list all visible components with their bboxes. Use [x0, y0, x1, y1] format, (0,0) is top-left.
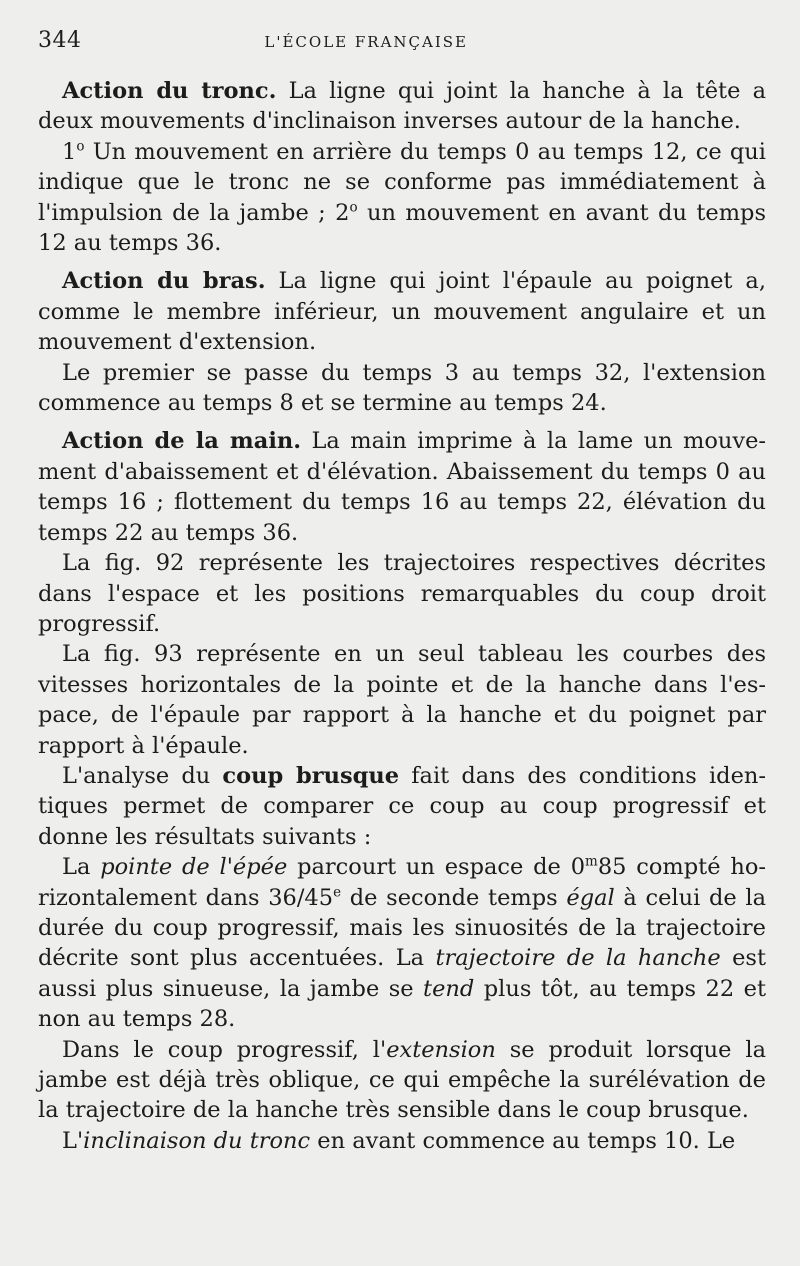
- paragraph-fig-92: La fig. 92 représente les trajectoires respectives décrites dans l'espace et les positions remarquables du coup droit progressif.: [38, 550, 766, 637]
- paragraph-text: La ligne qui joint l'épaule au poignet a, comme le membre inférieur, un mouvement angulaire et un mouvement d'extension.: [38, 268, 766, 356]
- ordinal-number: 1: [62, 138, 77, 165]
- page-header: [38, 28, 766, 68]
- italic-term: extension: [386, 1036, 496, 1063]
- paragraph-text: en avant commence au temps 10. Le: [310, 1127, 736, 1154]
- paragraph-text: fait dans des conditions identiques permet de comparer ce coup au coup progressif et donne les résultats suivants :: [38, 762, 767, 850]
- running-title: L'ÉCOLE FRANÇAISE: [264, 33, 468, 51]
- heading-action-tronc: Action du tronc.: [62, 78, 277, 104]
- paragraph-action-tronc: [38, 76, 766, 137]
- italic-term: égal: [566, 884, 615, 911]
- fraction-sup: e: [333, 884, 342, 901]
- ordinal-sup: o: [349, 199, 358, 216]
- paragraph-text: de seconde temps: [341, 884, 567, 911]
- italic-term: tend: [423, 975, 475, 1002]
- body-text: [38, 76, 766, 1156]
- paragraph-text: Un mouvement en arrière du temps 0 au temps 12, ce qui indique que le tronc ne se conforme pas immédiatement à l'impulsion de la jambe ;: [38, 138, 766, 226]
- paragraph-inclinaison: [38, 1126, 766, 1156]
- paragraph-text: un mouvement en avant du temps 12 au temps 36.: [38, 199, 766, 257]
- italic-term: pointe de l'épée: [100, 854, 288, 881]
- bold-term: coup brusque: [222, 762, 400, 789]
- paragraph-text: parcourt un espace de 0: [287, 854, 586, 881]
- paragraph-text: se produit lorsque la jambe est déjà très oblique, ce qui empêche la surélévation de la trajectoire de la hanche très sensible dans le coup brusque.: [38, 1036, 766, 1124]
- heading-action-main: Action de la main.: [62, 428, 302, 455]
- paragraph-text: L': [62, 1127, 84, 1154]
- paragraph-pointe: [38, 852, 766, 1034]
- paragraph-premier: Le premier se passe du temps 3 au temps 32, l'extension commence au temps 8 et se termine au temps 24.: [38, 359, 766, 417]
- italic-term: inclinaison du tronc: [83, 1127, 311, 1154]
- paragraph-fig-93: La fig. 93 représente en un seul tableau les courbes des vitesses horizontales de la pointe et de la hanche dans l'espace, de l'épaule par rapport à la hanche et du poignet par rapport à l'épaule.: [38, 641, 766, 759]
- paragraph-extension: [38, 1035, 766, 1126]
- paragraph-text: Dans le coup progressif, l': [62, 1036, 387, 1063]
- ordinal-sup: o: [76, 138, 85, 155]
- heading-action-bras: Action du bras.: [62, 268, 266, 295]
- paragraph-text: La main imprime à la lame un mouvement d'abaissement et d'élévation. Abaissement du temps 0 au temps 16 ; flottement du temps 16 au temps 22, élévation du temps 22 au temps 36.: [38, 428, 766, 546]
- paragraph-text: 85 compté horizontalement dans 36/45: [38, 854, 766, 911]
- paragraph-mouvements: [38, 137, 766, 259]
- paragraph-text: plus tôt, au temps 22 et non au temps 28.: [38, 975, 766, 1033]
- page-number: 344: [38, 28, 82, 53]
- italic-term: trajectoire de la hanche: [435, 945, 721, 972]
- paragraph-action-main: [38, 426, 766, 548]
- paragraph-coup-brusque: [38, 761, 766, 852]
- paragraph-action-bras: [38, 266, 766, 357]
- unit-sup: m: [585, 853, 598, 870]
- paragraph-text: à celui de la durée du coup progressif, mais les sinuosités de la trajectoire décrite sont plus accentuées. La: [38, 884, 766, 972]
- paragraph-text: est aussi plus sinueuse, la jambe se: [38, 945, 766, 1002]
- paragraph-text: L'analyse du: [62, 762, 223, 789]
- paragraph-text: La: [62, 854, 101, 881]
- ordinal-number: 2: [335, 199, 350, 226]
- paragraph-text: La ligne qui joint la hanche à la tête a deux mouvements d'inclinaison inverses autour de la hanche.: [38, 78, 767, 135]
